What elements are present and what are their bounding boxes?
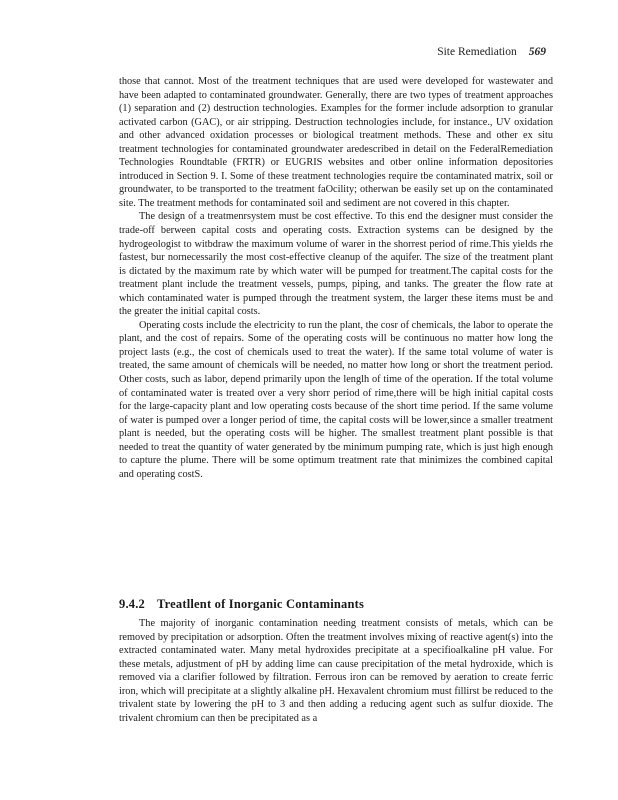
running-header [437, 46, 546, 58]
section-heading [119, 597, 553, 612]
section-number: 9.4.2 [119, 597, 145, 611]
paragraph: The design of a treatmenrsystem must be cost effective. To this end the designer must consider the trade-off berween capital costs and operating costs. Extraction systems can be designed by the hydrogeologist to witbdraw the maximum volume of warer in the shorrest period of rime.This yields rhe fastest, bur nornecessarily the most cost-effective cleanup of the aquifer. The size of the treatment plant is dictated by the maximum rate by which water will be pumped for treatment.The capital costs for the treatment plant include the treatment vessels, pumps, piping, and tanks. The greater the flow rate at which contaminated water is pumped through the treatment system, the larger these items must be and the greater the initial capital costs. [119, 211, 553, 318]
paragraph: those that cannot. Most of the treatment techniques that are used were developed for wastewater and have been adapted to contaminated groundwater. Generally, there are two types of treatment approaches (1) separation and (2) destruction technologies. Examples for the former include adsorption to granular activated carbon (GAC), or air stripping. Destruction technologies include, for instance., UV oxidation and other advanced oxidation processes or biological treatment methods. These and other ex situ treatment technologies for contaminated groundwater aredescribed in detail on the FederalRemediation Technologies Roundtable (FRTR) or EUGRIS websites and otber online information depositories introduced in Section 9. I. Some of these treatment technologies require tbe contaminated matrix, soil or groundwater, to be transported to the treatment faOcility; otherwan be easily set up on the contaminated site. The treatment methods for contaminated soil and sediment are not covered in this chapter. [119, 76, 553, 209]
body-text [119, 75, 553, 481]
running-title: Site Remediation [437, 46, 517, 58]
section-body-text [119, 617, 553, 725]
paragraph: The majority of inorganic contamination needing treatment consists of metals, which can be removed by precipitation or adsorption. Often the treatment involves mixing of reactive agent(s) into the extracted contaminated water. Many metal hydroxides precipitate at a specifioalkaline pH value. For these metals, adjustment of pH by adding lime can cause precipitation of the metal hydroxide, which is removed via a clarifier followed by filtration. Ferrous iron can be removed by aeration to create ferric iron, which will precipitate at a slightly alkaline pH. Hexavalent chromium must fillirst be reduced to the trivalent state by lowering the pH to 3 and then adding a reducing agent such as sulfur dioxide. The trivalent chromium can then be precipitated as a [119, 618, 553, 724]
page-number: 569 [528, 46, 546, 58]
paragraph: Operating costs include the electricity to run the plant, the cosr of chemicals, the labor to operate the plant, and the cost of repairs. Some of the operating costs will be continuous no matter how long the project lasts (e.g., the cost of chemicals used to treat the water). If the same total volume of water is treated, the same amount of chemicals will be needed, no matter how long or short the treatment period. Other costs, such as labor, depend primarily upon the lenglh of time of the operation. If the total volume of contaminated water is treated over a very shorr period of rime,there will be high initial capital costs for the large-capacity plant and low operating costs because of the short time period. If the same volume of water is pumped over a longer period of time, the capital costs will be lower,since a smaller treatment plant is needed, but the operating costs will be higher. The smallest treatment plant possible is that needed to treat the quantity of water generated by tbe minimum pumping rate, which is just high enough to capture the plume. There will be some optimum treatment rate that minimizes the combined capital and operating costS. [119, 319, 553, 480]
section-title: Treatllent of Inorganic Contaminants [157, 597, 365, 611]
